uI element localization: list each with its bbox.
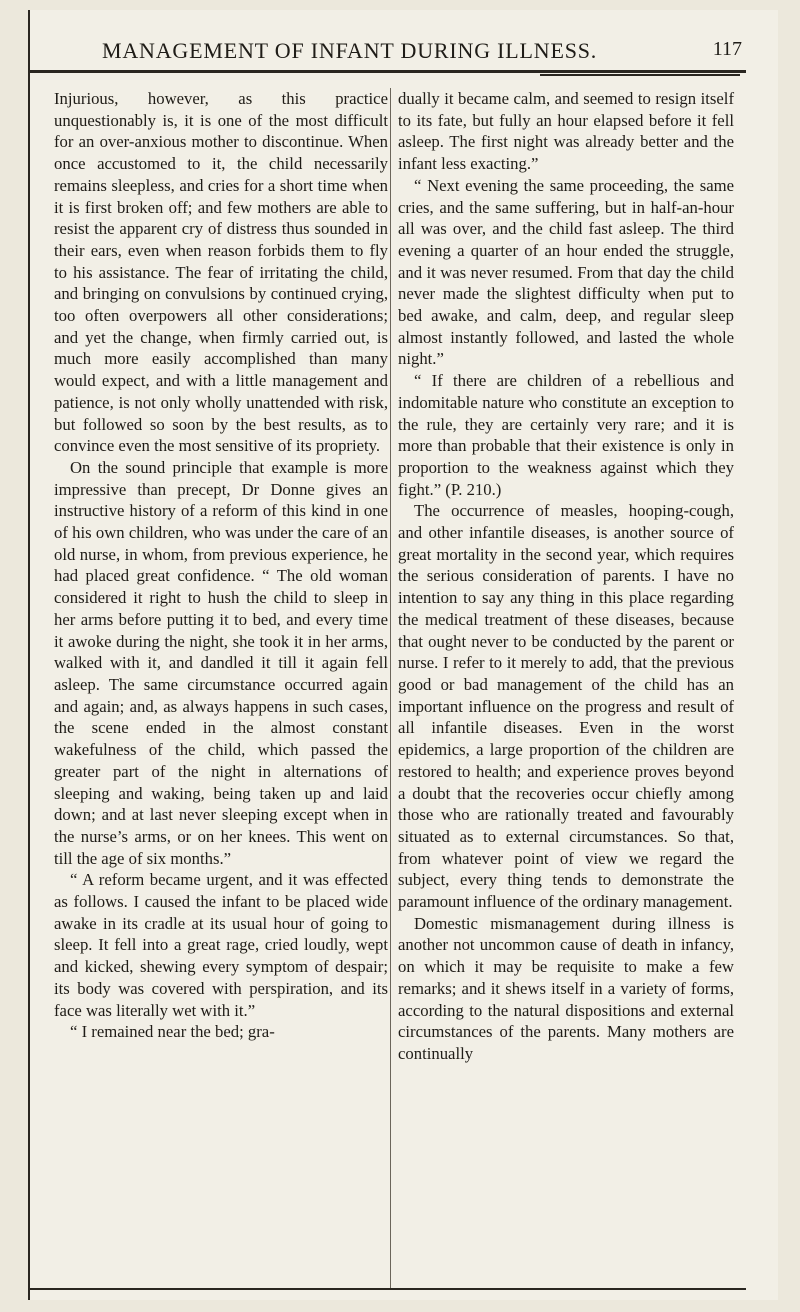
running-title: MANAGEMENT OF INFANT DURING ILLNESS. [102,38,598,63]
running-header [30,34,746,73]
paragraph: “ Next evening the same proceeding, the same cries, and the same suffering, but in half-an-hour all was over, and the child fast asleep. The third evening a quarter of an hour ended the struggle, and it was never resumed. From that day the child never made the slightest difficulty when put to bed awake, and calm, deep, and regular sleep almost instantly followed, and lasted the whole night.” [398,175,734,369]
bottom-rule [30,1288,746,1290]
paragraph: “ If there are children of a rebellious and indomitable nature who constitute an exception to the rule, they are certainly very rare; and it is more than probable that their existence is only in proportion to the weakness against which they fight.” (P. 210.) [398,371,734,499]
paragraph: The occurrence of measles, hooping-cough, and other infantile diseases, is another source of great mortality in the second year, which requires the serious consideration of parents. I have no intention to say any thing in this place regarding the medical treatment of these diseases, because that ought never to be conducted by the parent or nurse. I refer to it merely to add, that the previous good or bad management of the child has an important influence on the progress and result of all infantile diseases. Even in the worst epidemics, a large proportion of the children are restored to health; and experience proves beyond a doubt that the recoveries occur chiefly among those who are rationally treated and favourably situated as to external circumstances. So that, from whatever point of view we regard the subject, every thing tends to demonstrate the paramount influence of the ordinary management. [398,501,734,912]
paragraph: Injurious, however, as this practice unquestionably is, it is one of the most difficult for an over-anxious mother to discontinue. When once accustomed to it, the child necessarily remains sleepless, and cries for a short time when it is first broken off; and few mothers are able to resist the apparent cry of distress thus sounded in their ears, even when reason forbids them to fly to his assistance. The fear of irritating the child, and bringing on convulsions by continued crying, too often overpowers all other considerations; and yet the change, when firmly carried out, is much more easily accomplished than many would expect, and with a little management and patience, is not only wholly unattended with risk, but followed so soon by the best results, as to convince even the most sensitive of its propriety. [54,89,388,456]
left-column [54,88,388,1043]
right-column [398,88,734,1065]
paragraph: “ I remained near the bed; gra- [70,1022,275,1042]
paragraph: dually it became calm, and seemed to resign itself to its fate, but fully an hour elapsed before it fell asleep. The first night was already better and the infant less exacting.” [398,89,734,174]
paragraph: “ A reform became urgent, and it was effected as follows. I caused the infant to be placed wide awake in its cradle at its usual hour of going to sleep. It fell into a great rage, cried loudly, wept and kicked, shewing every symptom of despair; its body was covered with perspiration, and its face was literally wet with it.” [54,870,388,1020]
header-underline [540,74,740,76]
paragraph: Domestic mismanagement during illness is another not uncommon cause of death in infancy, on which it may be requisite to make a few remarks; and it shews itself in a variety of forms, according to the natural dispositions and external circumstances of the parents. Many mothers are continually [398,913,734,1063]
page-number: 117 [712,38,742,60]
column-divider [390,88,391,1288]
paragraph: On the sound principle that example is more impressive than precept, Dr Donne gives an instructive history of a reform of this kind in one of his own children, who was under the care of an old nurse, in whom, from previous experience, he had placed great confidence. “ The old woman considered it right to hush the child to sleep in her arms before putting it to bed, and every time it awoke during the night, she took it in her arms, walked with it, and dandled it till it again fell asleep. The same circumstance occurred again and again; and, as always happens in such cases, the scene ended in the almost constant wakefulness of the child, which passed the greater part of the night in alternations of sleeping and waking, being taken up and laid down; and at last never sleeping except when in the nurse’s arms, or on her knees. This went on till the age of six months.” [54,457,388,868]
